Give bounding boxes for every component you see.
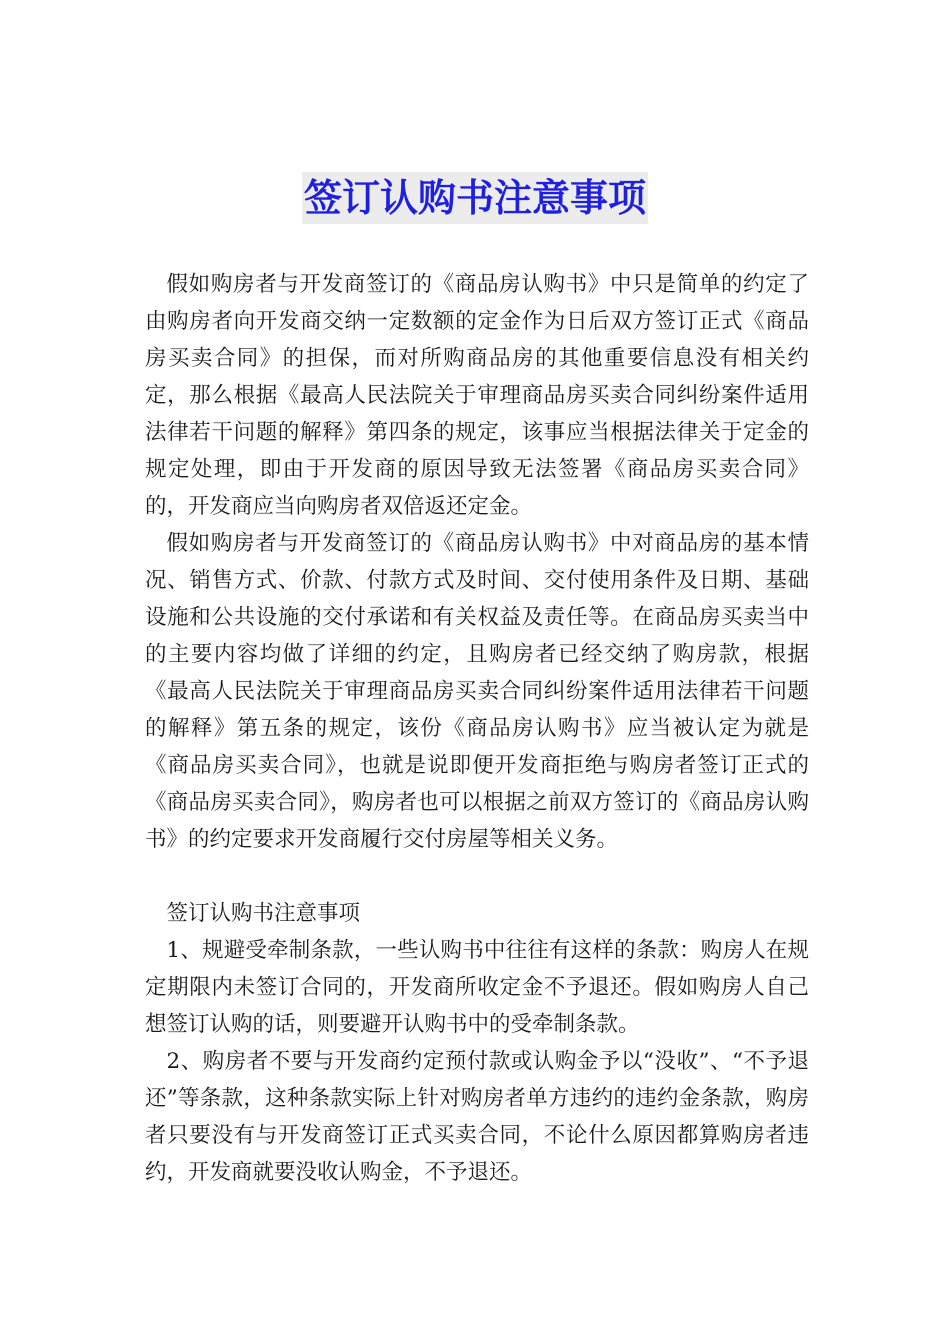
list-item-1: 1、规避受牵制条款，一些认购书中往往有这样的条款：购房人在规定期限内未签订合同的，开发商所收定金不予退还。假如购房人自己想签订认购的话，则要避开认购书中的受牵制条款。 [145,938,809,1037]
paragraph-1: 假如购房者与开发商签订的《商品房认购书》中只是简单的约定了由购房者向开发商交纳一定数额的定金作为日后双方签订正式《商品房买卖合同》的担保，而对所购商品房的其他重要信息没有相关约定，那么根据《最高人民法院关于审理商品房买卖合同纠纷案件适用法律若干问题的解释》第四条的规定，该事应当根据法律关于定金的规定处理，即由于开发商的原因导致无法签署《商品房买卖合同》的，开发商应当向购房者双倍返还定金。 [145,272,809,519]
paragraph-2: 假如购房者与开发商签订的《商品房认购书》中对商品房的基本情况、销售方式、价款、付款方式及时间、交付使用条件及日期、基础设施和公共设施的交付承诺和有关权益及责任等。在商品房买卖当中的主要内容均做了详细的约定，且购房者已经交纳了购房款，根据《最高人民法院关于审理商品房买卖合同纠纷案件适用法律若干问题的解释》第五条的规定，该份《商品房认购书》应当被认定为就是《商品房买卖合同》，也就是说即便开发商拒绝与购房者签订正式的《商品房买卖合同》，购房者也可以根据之前双方签订的《商品房认购书》的约定要求开发商履行交付房屋等相关义务。 [145,531,809,852]
blank-line [145,858,809,895]
document-body [145,266,809,1191]
document-title: 签订认购书注意事项 [302,172,648,224]
list-item-2: 2、购房者不要与开发商约定预付款或认购金予以“没收”、“不予退还”等条款，这种条款实际上针对购房者单方违约的违约金条款，购房者只要没有与开发商签订正式买卖合同，不论什么原因都算购房者违约，开发商就要没收认购金，不予退还。 [145,1049,809,1185]
section-heading: 签订认购书注意事项 [166,901,361,926]
title-container [0,172,950,224]
